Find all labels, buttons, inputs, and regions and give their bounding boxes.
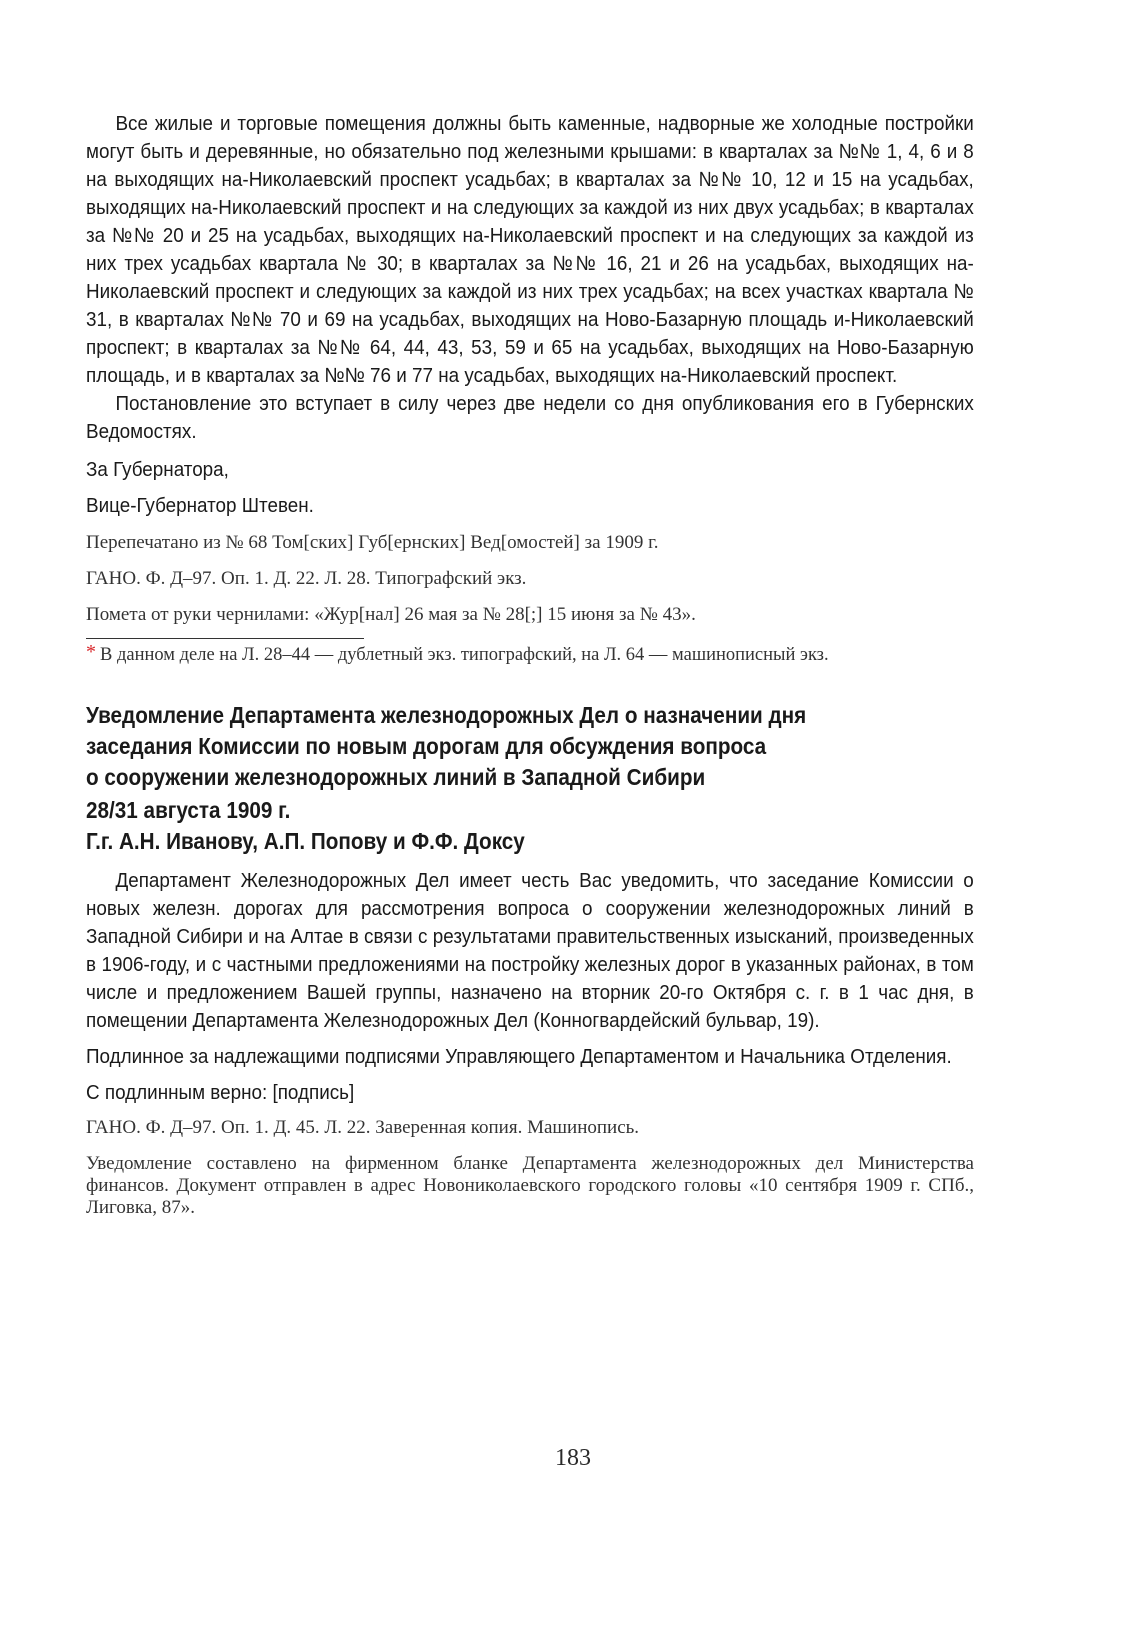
document-page <box>86 110 974 1219</box>
title-line-3: о сооружении железнодорожных линий в Западной Сибири <box>86 764 706 790</box>
notice-text <box>86 867 974 1107</box>
footnote-asterisk: * <box>86 641 96 663</box>
source-archive: ГАНО. Ф. Д–97. Оп. 1. Д. 22. Л. 28. Типографский экз. <box>86 568 527 589</box>
original-signatures-note: Подлинное за надлежащими подписями Управляющего Департаментом и Начальника Отделения. <box>86 1045 952 1068</box>
decree-paragraph-buildings: Все жилые и торговые помещения должны быть каменные, надворные же холодные постройки могут быть и деревянные, но обязательно под железными крышами: в кварталах за №№ 1, 4, 6 и 8 на выходящих на-Николаевский проспект усадьбах; в кварталах за №№ 10, 12 и 15 на усадьбах, выходящих на-Николаевский проспект и на следующих за каждой из них двух усадьбах; в кварталах за №№ 20 и 25 на усадьбах, выходящих на-Николаевский проспект и на следующих за каждой из них трех усадьбах квартала № 30; в кварталах за №№ 16, 21 и 26 на усадьбах, выходящих на-Николаевский проспект и следующих за каждой из них трех усадьбах; на всех участках квартала № 31, в кварталах №№ 70 и 69 на усадьбах, выходящих на Ново-Базарную площадь и-Николаевский проспект; в кварталах за №№ 64, 44, 43, 53, 59 и 65 на усадьбах, выходящих на Ново-Базарную площадь, и в кварталах за №№ 76 и 77 на усадьбах, выходящих на-Николаевский проспект. <box>86 112 974 387</box>
footnote-text: В данном деле на Л. 28–44 — дублетный экз. типографский, на Л. 64 — машинописный экз. <box>100 645 829 665</box>
signature-line-governor: За Губернатора, <box>86 458 229 481</box>
decree-sources <box>86 530 974 666</box>
source-ink-mark: Помета от руки чернилами: «Жур[нал] 26 мая за № 28[;] 15 июня за № 43». <box>86 604 696 625</box>
signature-line-vice-governor: Вице-Губернатор Штевен. <box>86 494 314 517</box>
title-line-2: заседания Комиссии по новым дорогам для обсуждения вопроса <box>86 733 767 759</box>
page-number: 183 <box>555 1445 591 1471</box>
decree-text <box>86 110 974 520</box>
notice-archive-source: ГАНО. Ф. Д–97. Оп. 1. Д. 45. Л. 22. Заверенная копия. Машинопись. <box>86 1117 640 1138</box>
notice-remark: Уведомление составлено на фирменном бланке Департамента железнодорожных дел Министерства финансов. Документ отправлен в адрес Новониколаевского городского головы «10 сентября 1909 г. СПб., Лиговка, 87». <box>86 1153 974 1218</box>
document-title <box>86 700 973 793</box>
certified-copy-line: С подлинным верно: [подпись] <box>86 1081 355 1104</box>
document-date: 28/31 августа 1909 г. <box>86 797 291 823</box>
footnote <box>86 641 974 666</box>
document-addressees: Г.г. А.Н. Иванову, А.П. Попову и Ф.Ф. Доксу <box>86 828 525 854</box>
source-reprint: Перепечатано из № 68 Том[ских] Губ[ернских] Вед[омостей] за 1909 г. <box>86 532 659 553</box>
notice-sources <box>86 1115 974 1219</box>
title-line-1: Уведомление Департамента железнодорожных Дел о назначении дня <box>86 702 807 728</box>
decree-paragraph-effective: Постановление это вступает в силу через две недели со дня опубликования его в Губернских Ведомостях. <box>86 392 974 443</box>
footnote-divider <box>86 638 364 639</box>
notice-body: Департамент Железнодорожных Дел имеет честь Вас уведомить, что заседание Комиссии о новых железн. дорогах для рассмотрения вопроса о сооружении железнодорожных линий в Западной Сибири и на Алтае в связи с результатами правительственных изысканий, произведенных в 1906-году, и с частными предложениями на постройку железных дорог в указанных районах, в том числе и предложением Вашей группы, назначено на вторник 20-го Октября с. г. в 1 час дня, в помещении Департамента Железнодорожных Дел (Конногвардейский бульвар, 19). <box>86 869 974 1032</box>
